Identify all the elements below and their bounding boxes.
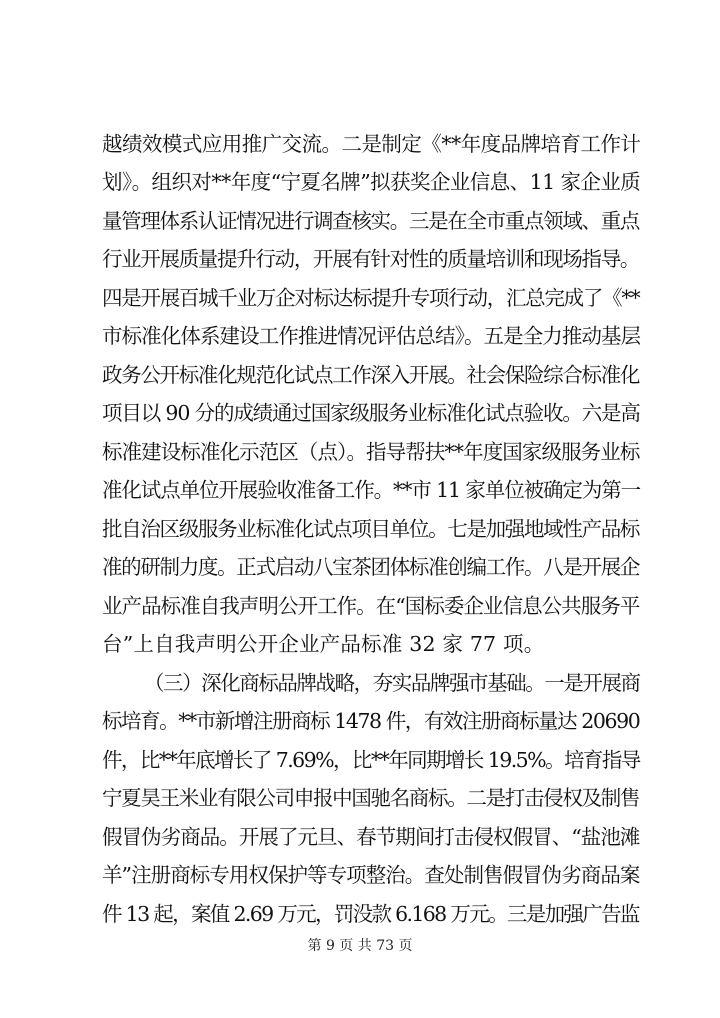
text-line: 假冒伪劣商品。开展了元旦、春节期间打击侵权假冒、“盐池滩 [102,825,640,849]
text-line: 行业开展质量提升行动，开展有针对性的质量培训和现场指导。 [102,247,640,271]
text-line: 台”上自我声明公开企业产品标准 32 家 77 项。 [102,632,545,656]
text-line: 量管理体系认证情况进行调查核实。三是在全市重点领域、重点 [102,209,640,233]
text-line: 业产品标准自我声明公开工作。在“国标委企业信息公共服务平 [102,594,640,618]
text-line: 标准建设标准化示范区（点）。指导帮扶**年度国家级服务业标 [102,440,640,464]
text-line: 划》。组织对**年度“宁夏名牌”拟获奖企业信息、11 家企业质 [102,170,641,194]
text-line: 项目以 90 分的成绩通过国家级服务业标准化试点验收。六是高 [102,401,640,425]
text-line: 标培育。**市新增注册商标 1478 件，有效注册商标量达 20690 [102,709,640,733]
text-line: 件，比**年底增长了 7.69%，比**年同期增长 19.5%。培育指导 [102,748,640,772]
text-line: 越绩效模式应用推广交流。二是制定《**年度品牌培育工作计 [102,132,641,156]
text-line: 件 13 起，案值 2.69 万元，罚没款 6.168 万元。三是加强广告监 [102,902,639,926]
text-line: 准化试点单位开展验收准备工作。**市 11 家单位被确定为第一 [102,478,641,502]
section-heading-line: （三）深化商标品牌战略，夯实品牌强市基础。一是开展商 [144,671,640,695]
text-line: 市标准化体系建设工作推进情况评估总结》。五是全力推动基层 [102,324,641,348]
page-number-footer: 第 9 页 共 73 页 [307,938,413,954]
text-line: 羊”注册商标专用权保护等专项整治。查处制售假冒伪劣商品案 [102,863,640,887]
text-line: 宁夏昊王米业有限公司申报中国驰名商标。二是打击侵权及制售 [102,786,640,810]
text-line: 批自治区级服务业标准化试点项目单位。七是加强地域性产品标 [102,517,640,541]
text-line: 四是开展百城千业万企对标达标提升专项行动，汇总完成了《** [102,286,640,310]
text-line: 准的研制力度。正式启动八宝茶团体标准创编工作。八是开展企 [102,555,640,579]
text-line: 政务公开标准化规范化试点工作深入开展。社会保险综合标准化 [102,363,640,387]
